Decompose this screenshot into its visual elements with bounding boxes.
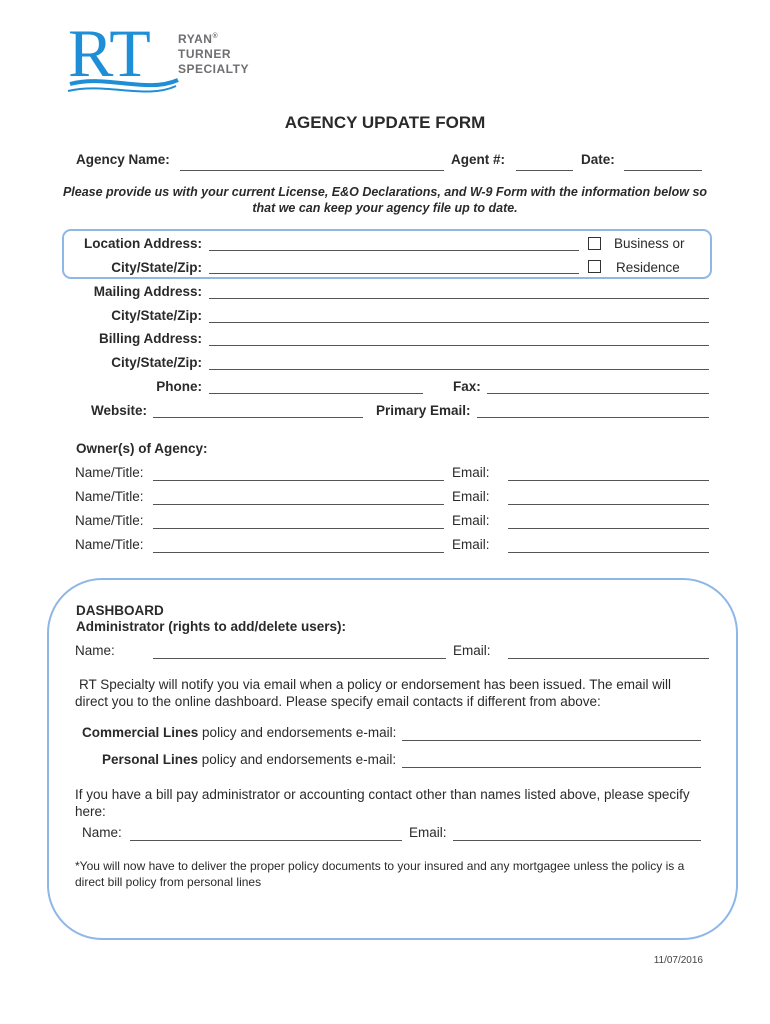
admin-email-field[interactable] <box>508 658 709 659</box>
business-checkbox[interactable] <box>588 237 601 250</box>
location-city-state-zip-field[interactable] <box>209 273 579 274</box>
agent-number-label: Agent #: <box>451 152 505 167</box>
website-field[interactable] <box>153 417 363 418</box>
dashboard-heading: DASHBOARD <box>76 603 164 618</box>
administrator-heading: Administrator (rights to add/delete users): <box>76 619 347 634</box>
residence-checkbox[interactable] <box>588 260 601 273</box>
location-city-state-zip-label: City/State/Zip: <box>111 260 202 275</box>
owner-3-email-field[interactable] <box>508 528 709 529</box>
notification-notice: RT Specialty will notify you via email when a policy or endorsement has been issued. The email will direct you to the online dashboard. Please specify email contacts if different from above: <box>75 677 672 709</box>
personal-lines-label: Personal Lines policy and endorsements e-mail: <box>102 752 397 767</box>
mailing-address-label: Mailing Address: <box>93 284 202 299</box>
fax-field[interactable] <box>487 393 709 394</box>
mailing-address-field[interactable] <box>209 298 709 299</box>
bill-pay-instructions: If you have a bill pay administrator or accounting contact other than names listed above, please specify here: <box>75 787 690 819</box>
admin-name-field[interactable] <box>153 658 446 659</box>
billing-city-state-zip-field[interactable] <box>209 369 709 370</box>
fax-label: Fax: <box>453 379 481 394</box>
owner-1-email-label: Email: <box>452 465 490 480</box>
mailing-city-state-zip-field[interactable] <box>209 322 709 323</box>
location-address-field[interactable] <box>209 250 579 251</box>
location-address-label: Location Address: <box>83 236 202 251</box>
admin-email-label: Email: <box>453 643 491 658</box>
date-field[interactable] <box>624 170 702 171</box>
owner-1-name-title-label: Name/Title: <box>75 465 144 480</box>
owner-4-email-label: Email: <box>452 537 490 552</box>
bill-pay-email-field[interactable] <box>453 840 701 841</box>
owners-heading: Owner(s) of Agency: <box>76 441 208 456</box>
owner-3-name-title-label: Name/Title: <box>75 513 144 528</box>
logo-line-ryan: RYAN® <box>178 32 219 46</box>
admin-name-label: Name: <box>75 643 115 658</box>
agent-number-field[interactable] <box>516 170 573 171</box>
revision-date: 11/07/2016 <box>653 955 703 966</box>
logo-letters: RT <box>68 18 151 91</box>
bill-pay-name-field[interactable] <box>130 840 402 841</box>
primary-email-field[interactable] <box>477 417 709 418</box>
mailing-city-state-zip-label: City/State/Zip: <box>111 308 202 323</box>
logo-line-specialty: SPECIALTY <box>178 62 249 76</box>
owner-3-email-label: Email: <box>452 513 490 528</box>
commercial-lines-email-field[interactable] <box>402 740 701 741</box>
owner-1-email-field[interactable] <box>508 480 709 481</box>
delivery-note: *You will now have to deliver the proper policy documents to your insured and any mortgagee unless the policy is a direct bill policy from personal lines <box>75 859 685 889</box>
owner-2-name-title-field[interactable] <box>153 504 444 505</box>
owner-2-email-field[interactable] <box>508 504 709 505</box>
website-label: Website: <box>91 403 148 418</box>
intro-instructions: Please provide us with your current License, E&O Declarations, and W-9 Form with the information below so that we can keep your agency file up to date. <box>62 185 708 215</box>
agency-name-label: Agency Name: <box>76 152 170 167</box>
owner-2-email-label: Email: <box>452 489 490 504</box>
owner-1-name-title-field[interactable] <box>153 480 444 481</box>
residence-label: Residence <box>616 260 680 275</box>
primary-email-label: Primary Email: <box>376 403 471 418</box>
owner-2-name-title-label: Name/Title: <box>75 489 144 504</box>
owner-4-email-field[interactable] <box>508 552 709 553</box>
billing-address-field[interactable] <box>209 345 709 346</box>
owner-4-name-title-label: Name/Title: <box>75 537 144 552</box>
phone-label: Phone: <box>156 379 202 394</box>
bill-pay-email-label: Email: <box>409 825 447 840</box>
form-title: AGENCY UPDATE FORM <box>284 113 486 132</box>
billing-city-state-zip-label: City/State/Zip: <box>111 355 202 370</box>
agency-name-field[interactable] <box>180 170 444 171</box>
owner-4-name-title-field[interactable] <box>153 552 444 553</box>
logo-line-turner: TURNER <box>178 47 231 61</box>
owner-3-name-title-field[interactable] <box>153 528 444 529</box>
business-or-label: Business or <box>614 236 685 251</box>
commercial-lines-label: Commercial Lines policy and endorsements e-mail: <box>82 725 397 740</box>
phone-field[interactable] <box>209 393 423 394</box>
personal-lines-email-field[interactable] <box>402 767 701 768</box>
date-label: Date: <box>581 152 615 167</box>
company-logo <box>66 18 256 96</box>
bill-pay-name-label: Name: <box>82 825 122 840</box>
billing-address-label: Billing Address: <box>98 331 202 346</box>
